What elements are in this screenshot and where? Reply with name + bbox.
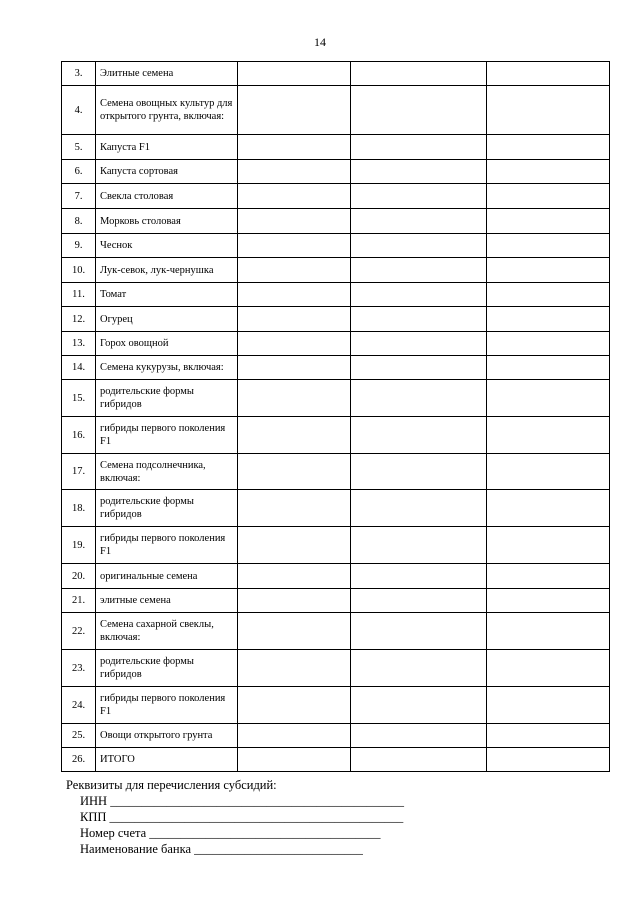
value-cell-3 (487, 417, 610, 454)
table-row (62, 283, 610, 307)
value-cell-1 (238, 417, 351, 454)
value-cell-1 (238, 589, 351, 613)
table-row (62, 209, 610, 234)
value-cell-3 (487, 748, 610, 772)
row-number: 10. (62, 258, 96, 283)
table-row (62, 564, 610, 589)
row-name: Капуста F1 (96, 135, 238, 160)
value-cell-3 (487, 724, 610, 748)
row-number: 9. (62, 234, 96, 258)
value-cell-2 (351, 135, 487, 160)
value-cell-1 (238, 527, 351, 564)
value-cell-3 (487, 135, 610, 160)
row-name: Свекла столовая (96, 184, 238, 209)
value-cell-2 (351, 209, 487, 234)
value-cell-2 (351, 417, 487, 454)
table-row (62, 380, 610, 417)
row-number: 3. (62, 62, 96, 86)
row-name: родительские формы гибридов (96, 490, 238, 527)
table-row (62, 417, 610, 454)
row-number: 5. (62, 135, 96, 160)
table-row (62, 650, 610, 687)
subsidy-table (61, 61, 610, 772)
row-name: Капуста сортовая (96, 160, 238, 184)
value-cell-2 (351, 356, 487, 380)
value-cell-1 (238, 490, 351, 527)
table-row (62, 62, 610, 86)
value-cell-2 (351, 184, 487, 209)
row-name: Чеснок (96, 234, 238, 258)
row-number: 13. (62, 332, 96, 356)
requisites-block (66, 777, 404, 857)
value-cell-2 (351, 86, 487, 135)
value-cell-1 (238, 564, 351, 589)
value-cell-3 (487, 160, 610, 184)
table-row (62, 258, 610, 283)
value-cell-1 (238, 454, 351, 490)
value-cell-2 (351, 283, 487, 307)
value-cell-1 (238, 380, 351, 417)
row-name: Горох овощной (96, 332, 238, 356)
value-cell-1 (238, 234, 351, 258)
row-number: 24. (62, 687, 96, 724)
value-cell-2 (351, 527, 487, 564)
value-cell-3 (487, 283, 610, 307)
value-cell-1 (238, 86, 351, 135)
row-name: Морковь столовая (96, 209, 238, 234)
value-cell-2 (351, 613, 487, 650)
table-row (62, 748, 610, 772)
value-cell-1 (238, 356, 351, 380)
value-cell-1 (238, 724, 351, 748)
row-number: 18. (62, 490, 96, 527)
row-number: 11. (62, 283, 96, 307)
value-cell-3 (487, 490, 610, 527)
row-name: родительские формы гибридов (96, 380, 238, 417)
table-row (62, 86, 610, 135)
row-name: гибриды первого поколения F1 (96, 527, 238, 564)
account-number-field: Номер счета _____________________________________ (80, 826, 381, 840)
table-row (62, 307, 610, 332)
value-cell-3 (487, 589, 610, 613)
value-cell-1 (238, 650, 351, 687)
row-number: 4. (62, 86, 96, 135)
value-cell-1 (238, 748, 351, 772)
value-cell-3 (487, 650, 610, 687)
value-cell-3 (487, 332, 610, 356)
value-cell-2 (351, 380, 487, 417)
table-row (62, 613, 610, 650)
value-cell-2 (351, 62, 487, 86)
value-cell-1 (238, 613, 351, 650)
value-cell-2 (351, 687, 487, 724)
table-row (62, 160, 610, 184)
value-cell-3 (487, 234, 610, 258)
value-cell-3 (487, 527, 610, 564)
value-cell-2 (351, 307, 487, 332)
row-name: гибриды первого поколения F1 (96, 687, 238, 724)
row-number: 26. (62, 748, 96, 772)
value-cell-2 (351, 589, 487, 613)
row-number: 20. (62, 564, 96, 589)
page-number: 14 (314, 35, 326, 49)
value-cell-2 (351, 564, 487, 589)
row-number: 15. (62, 380, 96, 417)
value-cell-3 (487, 86, 610, 135)
row-number: 21. (62, 589, 96, 613)
value-cell-3 (487, 564, 610, 589)
value-cell-3 (487, 380, 610, 417)
value-cell-3 (487, 307, 610, 332)
row-name: родительские формы гибридов (96, 650, 238, 687)
row-name: Семена подсолнечника, включая: (96, 454, 238, 490)
row-name: Элитные семена (96, 62, 238, 86)
value-cell-2 (351, 490, 487, 527)
value-cell-2 (351, 258, 487, 283)
table-row (62, 454, 610, 490)
inn-field: ИНН _______________________________________________ (80, 794, 404, 808)
value-cell-3 (487, 356, 610, 380)
row-number: 19. (62, 527, 96, 564)
kpp-field: КПП _______________________________________________ (80, 810, 404, 824)
value-cell-1 (238, 160, 351, 184)
row-number: 7. (62, 184, 96, 209)
row-number: 23. (62, 650, 96, 687)
value-cell-1 (238, 307, 351, 332)
value-cell-2 (351, 650, 487, 687)
table-row (62, 589, 610, 613)
table-row (62, 490, 610, 527)
value-cell-3 (487, 613, 610, 650)
value-cell-3 (487, 687, 610, 724)
bank-name-field: Наименование банка ___________________________ (80, 842, 363, 856)
value-cell-1 (238, 283, 351, 307)
value-cell-3 (487, 62, 610, 86)
row-number: 17. (62, 454, 96, 490)
value-cell-2 (351, 748, 487, 772)
row-number: 8. (62, 209, 96, 234)
table-row (62, 687, 610, 724)
row-number: 6. (62, 160, 96, 184)
table-row (62, 234, 610, 258)
table-row (62, 332, 610, 356)
row-name: Семена кукурузы, включая: (96, 356, 238, 380)
table-row (62, 184, 610, 209)
value-cell-2 (351, 234, 487, 258)
row-number: 16. (62, 417, 96, 454)
value-cell-3 (487, 454, 610, 490)
value-cell-1 (238, 332, 351, 356)
table-row (62, 724, 610, 748)
row-name: Лук-севок, лук-чернушка (96, 258, 238, 283)
row-name: Семена сахарной свеклы, включая: (96, 613, 238, 650)
value-cell-1 (238, 62, 351, 86)
table-row (62, 356, 610, 380)
value-cell-2 (351, 454, 487, 490)
row-number: 14. (62, 356, 96, 380)
row-number: 22. (62, 613, 96, 650)
row-number: 12. (62, 307, 96, 332)
row-name: Томат (96, 283, 238, 307)
value-cell-2 (351, 160, 487, 184)
table-row (62, 527, 610, 564)
row-name: элитные семена (96, 589, 238, 613)
value-cell-3 (487, 184, 610, 209)
row-name: ИТОГО (96, 748, 238, 772)
row-name: Семена овощных культур для открытого грунта, включая: (96, 86, 238, 135)
value-cell-3 (487, 258, 610, 283)
requisites-heading: Реквизиты для перечисления субсидий: (66, 778, 277, 792)
value-cell-3 (487, 209, 610, 234)
value-cell-1 (238, 687, 351, 724)
value-cell-1 (238, 184, 351, 209)
value-cell-2 (351, 332, 487, 356)
table-body (62, 62, 610, 772)
table-row (62, 135, 610, 160)
row-name: Овощи открытого грунта (96, 724, 238, 748)
row-name: Огурец (96, 307, 238, 332)
value-cell-1 (238, 258, 351, 283)
value-cell-1 (238, 209, 351, 234)
row-name: оригинальные семена (96, 564, 238, 589)
row-name: гибриды первого поколения F1 (96, 417, 238, 454)
row-number: 25. (62, 724, 96, 748)
value-cell-2 (351, 724, 487, 748)
value-cell-1 (238, 135, 351, 160)
